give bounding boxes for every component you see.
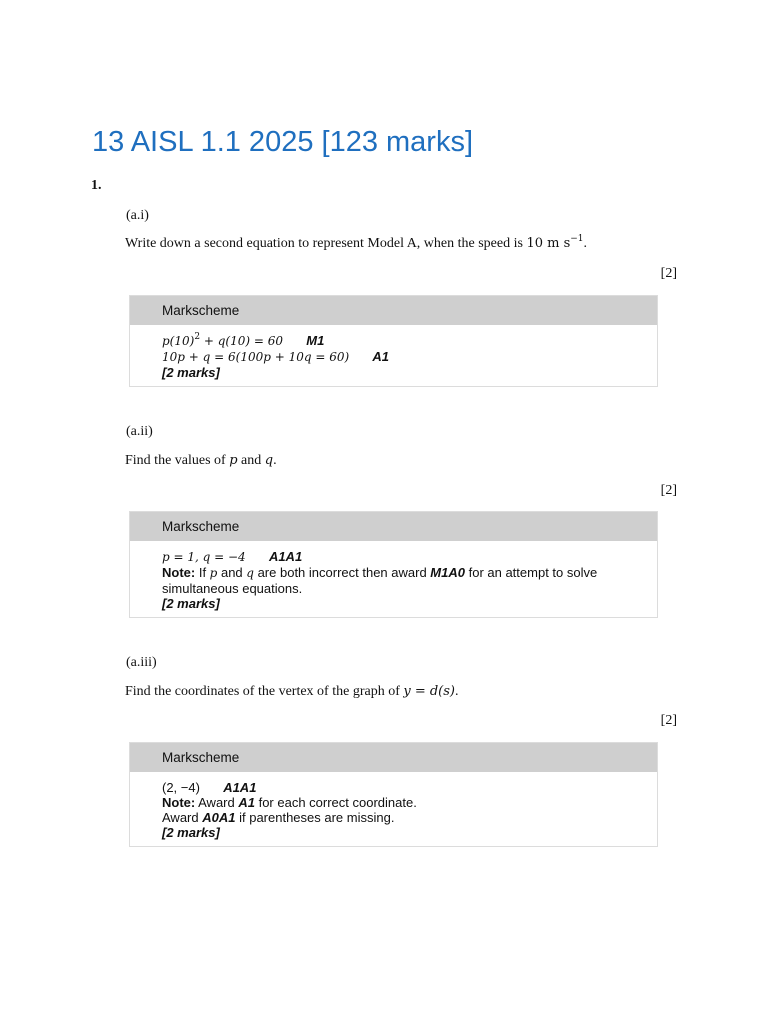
total-marks: [2 marks] (162, 825, 220, 840)
markscheme-box-a-iii (129, 742, 658, 847)
markscheme-line (162, 333, 637, 349)
markscheme-note-continued: simultaneous equations. (162, 581, 303, 596)
markscheme-header: Markscheme (130, 512, 657, 541)
speed-units: 10 m $s^{-1}$ (526, 234, 584, 251)
part-label-a-i: (a.i) (126, 208, 149, 223)
markscheme-line (162, 349, 637, 365)
mark-code: A1 (238, 795, 255, 810)
question-text: Find the values of (125, 453, 226, 468)
markscheme-line (162, 549, 637, 565)
question-text: Write down a second equation to represent Model A, when the speed is (125, 236, 523, 251)
markscheme-box-a-i (129, 295, 658, 387)
marks-a-iii: [2] (660, 713, 677, 728)
question-text: and (241, 453, 262, 468)
variable-q: q (264, 453, 274, 468)
math-expression: p = 1, q = −4 (162, 550, 246, 564)
math-expression: y = d(s) (403, 684, 455, 699)
note-label: Note: (162, 795, 196, 810)
answer-text: (2, −4) (162, 780, 200, 795)
note-label: Note: (162, 565, 196, 580)
markscheme-body (130, 541, 657, 617)
markscheme-line (162, 780, 637, 795)
markscheme-box-a-ii (129, 511, 658, 618)
period: . (455, 684, 459, 699)
markscheme-note: Note: If p and q are both incorrect then award M1A0 for an attempt to solve (162, 565, 598, 580)
markscheme-note-continued: Award A0A1 if parentheses are missing. (162, 810, 395, 825)
total-marks: [2 marks] (162, 596, 220, 611)
question-number: 1. (91, 178, 102, 193)
period: . (273, 453, 277, 468)
markscheme-header: Markscheme (130, 743, 657, 772)
math-expression: 10p + q = 6(100p + 10q = 60) (162, 350, 350, 364)
markscheme-body (130, 772, 657, 846)
part-label-a-ii: (a.ii) (126, 424, 153, 439)
mark-code: A1A1 (268, 549, 303, 564)
question-text: Find the coordinates of the vertex of the graph of (125, 684, 400, 699)
marks-a-ii: [2] (660, 483, 677, 498)
page-title: 13 AISL 1.1 2025 [123 marks] (92, 126, 474, 158)
markscheme-header: Markscheme (130, 296, 657, 325)
markscheme-note: Note: Award A1 for each correct coordinate. (162, 795, 417, 810)
markscheme-body (130, 325, 657, 386)
question-text-a-ii (125, 453, 277, 469)
part-label-a-iii: (a.iii) (126, 655, 157, 670)
question-text-a-i (125, 236, 587, 252)
marks-a-i: [2] (660, 266, 677, 281)
mark-code: A1A1 (223, 780, 257, 795)
mark-code: M1 (306, 333, 325, 348)
total-marks: [2 marks] (162, 365, 220, 380)
math-expression: $p(10)^2 + q(10) = 60$ (162, 332, 284, 348)
variable-p: p (229, 453, 238, 468)
question-text-a-iii (125, 684, 459, 700)
mark-code: A0A1 (202, 810, 236, 825)
period: . (583, 236, 588, 251)
mark-code: A1 (372, 349, 390, 364)
mark-code: M1A0 (430, 565, 465, 580)
